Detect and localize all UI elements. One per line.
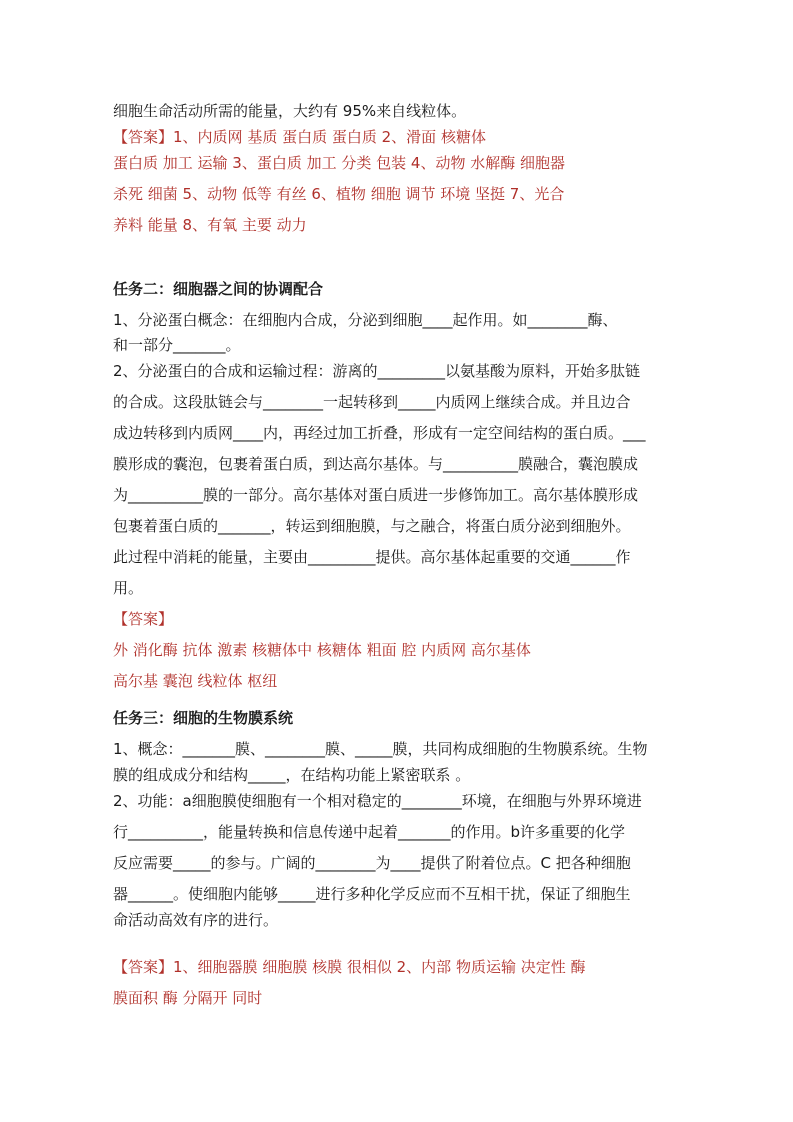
answer-2-line-2: 高尔基 囊泡 线粒体 枢纽 [113, 672, 278, 690]
task-3-line: 1、概念：_______膜、________膜、_____膜，共同构成细胞的生物膜系统。生物 [113, 740, 648, 758]
task-2-line: 的合成。这段肽链会与________一起转移到_____内质网上继续合成。并且边合 [113, 393, 631, 411]
task-2-line: 成边转移到内质网____内，再经过加工折叠，形成有一定空间结构的蛋白质。___ [113, 424, 646, 442]
task-3-line: 2、功能：a细胞膜使细胞有一个相对稳定的________环境，在细胞与外界环境进 [113, 792, 642, 810]
task-2-line: 此过程中消耗的能量，主要由_________提供。高尔基体起重要的交通______作 [113, 548, 631, 566]
answer-label: 【答案】 [113, 958, 174, 976]
answer-1-line-1 [113, 126, 486, 148]
task-3-line: 反应需要_____的参与。广阔的________为____提供了附着位点。C 把各种细胞 [113, 854, 631, 872]
task-2-line: 2、分泌蛋白的合成和运输过程：游离的_________以氨基酸为原料，开始多肽链 [113, 362, 641, 380]
task-3-title: 任务三：细胞的生物膜系统 [113, 709, 294, 727]
answer-3-line-2: 膜面积 酶 分隔开 同时 [113, 989, 263, 1007]
task-2-line: 膜形成的囊泡，包裹着蛋白质，到达高尔基体。与__________膜融合，囊泡膜成 [113, 455, 639, 473]
answer-text: 1、细胞器膜 细胞膜 核膜 很相似 2、内部 物质运输 决定性 酶 [173, 958, 586, 976]
task-2-line: 和一部分_______。 [113, 336, 241, 354]
task-3-line: 命活动高效有序的进行。 [113, 911, 279, 929]
answer-2-line-1: 外 消化酶 抗体 激素 核糖体中 核糖体 粗面 腔 内质网 高尔基体 [113, 641, 531, 659]
answer-1-line-2: 蛋白质 加工 运输 3、蛋白质 加工 分类 包装 4、动物 水解酶 细胞器 [113, 154, 566, 172]
intro-line: 细胞生命活动所需的能量，大约有 95%来自线粒体。 [113, 102, 467, 120]
task-2-line: 1、分泌蛋白概念：在细胞内合成，分泌到细胞____起作用。如________酶、 [113, 311, 618, 329]
answer-1-line-3: 杀死 细菌 5、动物 低等 有丝 6、植物 细胞 调节 环境 坚挺 7、光合 [113, 185, 565, 203]
answer-2-label: 【答案】 [113, 610, 174, 628]
answer-1-line-4: 养料 能量 8、有氧 主要 动力 [113, 216, 307, 234]
task-2-line: 包裹着蛋白质的_______，转运到细胞膜，与之融合，将蛋白质分泌到细胞外。 [113, 517, 631, 535]
task-3-line: 器______。使细胞内能够_____进行多种化学反应而不互相干扰，保证了细胞生 [113, 885, 631, 903]
task-2-line: 为__________膜的一部分。高尔基体对蛋白质进一步修饰加工。高尔基体膜形成 [113, 486, 639, 504]
task-3-line: 膜的组成成分和结构_____，在结构功能上紧密联系 。 [113, 766, 471, 784]
answer-3-line-1 [113, 956, 585, 978]
task-3-line: 行__________，能量转换和信息传递中起着_______的作用。b许多重要的化学 [113, 823, 626, 841]
answer-label: 【答案】 [113, 128, 174, 146]
answer-text: 1、内质网 基质 蛋白质 蛋白质 2、滑面 核糖体 [173, 128, 486, 146]
task-2-line: 用。 [113, 579, 144, 597]
task-2-title: 任务二：细胞器之间的协调配合 [113, 280, 324, 298]
